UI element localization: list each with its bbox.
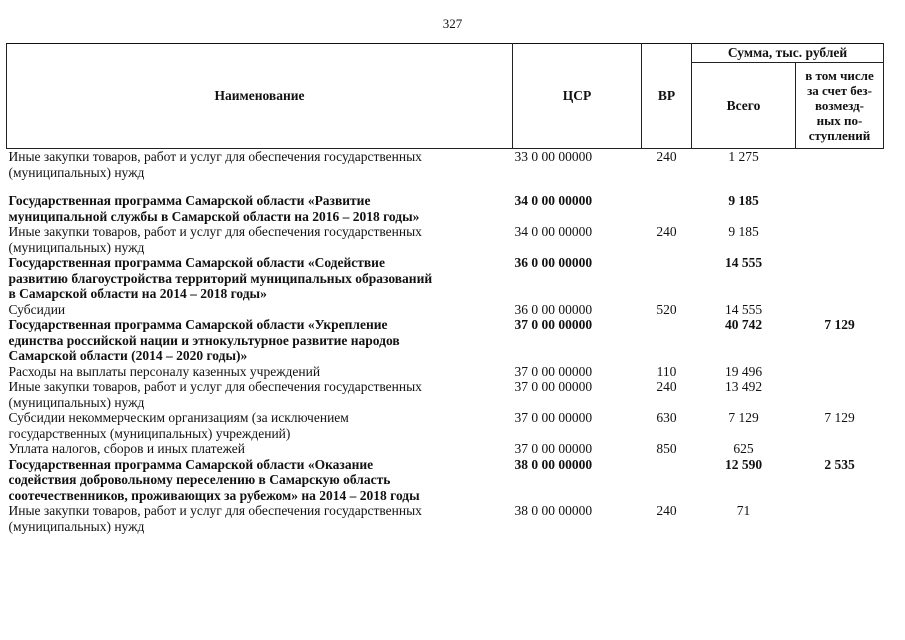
- cell-csr: 36 0 00 00000: [514, 301, 593, 317]
- cell-total: 9 185: [728, 193, 759, 208]
- cell-bezv: [796, 255, 884, 302]
- cell-total: 71: [736, 503, 751, 518]
- table-row: [7, 457, 884, 504]
- cell-bezv: [796, 224, 884, 255]
- cell-csr: 38 0 00 00000: [514, 456, 593, 472]
- header-sum: Сумма, тыс. рублей: [692, 44, 884, 63]
- cell-csr: 34 0 00 00000: [514, 224, 593, 239]
- header-total: Всего: [692, 63, 796, 149]
- header-name: Наименование: [7, 44, 513, 149]
- header-vr: ВР: [642, 44, 692, 149]
- cell-total: 40 742: [724, 317, 763, 332]
- cell-vr: 520: [656, 301, 677, 317]
- cell-name-line: в Самарской области на 2014 – 2018 годы»: [8, 286, 267, 301]
- cell-name-line: содействия добровольному переселению в Самарскую область: [8, 472, 391, 487]
- cell-vr: 850: [656, 441, 677, 456]
- cell-name-line: Государственная программа Самарской области «Оказание: [8, 456, 374, 472]
- cell-vr: 110: [656, 363, 677, 379]
- cell-name-line: Субсидии: [8, 301, 66, 317]
- cell-name-line: Самарской области (2014 – 2020 годы)»: [8, 348, 248, 363]
- cell-csr: 37 0 00 00000: [514, 441, 593, 456]
- cell-name-line: (муниципальных) нужд: [8, 518, 145, 534]
- cell-bezv: [796, 180, 884, 224]
- cell-name-line: развитию благоустройства территорий муниципальных образований: [8, 270, 433, 286]
- cell-name-line: Уплата налогов, сборов и иных платежей: [8, 441, 245, 456]
- cell-bezv: [796, 364, 884, 380]
- cell-total: 1 275: [728, 149, 759, 164]
- cell-total: 14 555: [724, 301, 763, 317]
- cell-name: [7, 503, 513, 534]
- cell-name-line: Субсидии некоммерческим организациям (за исключением: [8, 410, 349, 425]
- cell-name: [7, 255, 513, 302]
- cell-name-line: Иные закупки товаров, работ и услуг для обеспечения государственных: [8, 149, 422, 164]
- cell-total: 9 185: [728, 224, 759, 239]
- cell-total: 12 590: [724, 456, 763, 472]
- cell-csr: 38 0 00 00000: [514, 503, 593, 518]
- cell-bezv: 2 535: [824, 456, 855, 472]
- cell-name: [7, 149, 513, 181]
- cell-vr: 630: [656, 410, 677, 425]
- cell-name: [7, 379, 513, 410]
- cell-name-line: единства российской нации и этнокультурное развитие народов: [8, 332, 400, 348]
- cell-bezv: 7 129: [824, 410, 855, 425]
- cell-vr: [642, 180, 692, 224]
- header-bezv-line: ных по-: [816, 113, 863, 129]
- cell-name-line: муниципальной службы в Самарской области на 2016 – 2018 годы»: [8, 208, 420, 224]
- cell-name: [7, 364, 513, 380]
- cell-bezv: [796, 149, 884, 181]
- page-number: 327: [442, 16, 463, 31]
- cell-csr: 37 0 00 00000: [514, 363, 593, 379]
- cell-bezv: [796, 379, 884, 410]
- header-bezv-line: в том числе: [805, 68, 874, 84]
- cell-name-line: Иные закупки товаров, работ и услуг для обеспечения государственных: [8, 224, 422, 239]
- cell-csr: 34 0 00 00000: [514, 193, 593, 208]
- cell-name-line: (муниципальных) нужд: [8, 394, 145, 410]
- cell-csr: 37 0 00 00000: [514, 317, 593, 332]
- cell-vr: 240: [656, 379, 677, 394]
- cell-name: [7, 441, 513, 457]
- cell-name: [7, 302, 513, 318]
- table-row: [7, 224, 884, 255]
- cell-total: 625: [733, 441, 754, 456]
- table-body: [7, 149, 884, 535]
- cell-total: 19 496: [724, 363, 763, 379]
- header-csr: ЦСР: [513, 44, 642, 149]
- cell-bezv: [796, 441, 884, 457]
- cell-vr: [642, 317, 692, 364]
- cell-total: 7 129: [728, 410, 759, 425]
- cell-name-line: Государственная программа Самарской области «Содействие: [8, 255, 385, 270]
- table-row: [7, 379, 884, 410]
- cell-name: [7, 410, 513, 441]
- budget-table: [6, 43, 884, 534]
- cell-total: 13 492: [724, 379, 763, 394]
- cell-total: 14 555: [724, 255, 763, 270]
- cell-vr: [642, 255, 692, 302]
- cell-name-line: (муниципальных) нужд: [8, 239, 145, 255]
- cell-name: [7, 180, 513, 224]
- cell-name-line: Расходы на выплаты персоналу казенных учреждений: [8, 363, 321, 379]
- cell-name: [7, 224, 513, 255]
- table-row: [7, 410, 884, 441]
- cell-csr: 37 0 00 00000: [514, 410, 593, 425]
- cell-name-line: Иные закупки товаров, работ и услуг для обеспечения государственных: [8, 379, 422, 394]
- cell-csr: 33 0 00 00000: [514, 149, 593, 164]
- header-bezv-line: ступлений: [808, 128, 871, 144]
- cell-name-line: Иные закупки товаров, работ и услуг для обеспечения государственных: [8, 503, 422, 518]
- cell-vr: 240: [656, 149, 677, 164]
- cell-csr: 36 0 00 00000: [514, 255, 593, 270]
- table-row: [7, 364, 884, 380]
- cell-name: [7, 457, 513, 504]
- cell-bezv: [796, 302, 884, 318]
- cell-csr: 37 0 00 00000: [514, 379, 593, 394]
- table-row: [7, 255, 884, 302]
- cell-name-line: соотечественников, проживающих за рубежом» на 2014 – 2018 годы: [8, 487, 420, 503]
- cell-vr: 240: [656, 503, 677, 518]
- table-row: [7, 149, 884, 181]
- table-header: [7, 44, 884, 149]
- table-row: [7, 441, 884, 457]
- cell-name: [7, 317, 513, 364]
- header-bezv: [796, 63, 884, 149]
- header-bezv-line: за счет без-: [807, 83, 872, 99]
- cell-bezv: [796, 503, 884, 534]
- cell-name-line: (муниципальных) нужд: [8, 164, 145, 180]
- table-row: [7, 317, 884, 364]
- table-row: [7, 503, 884, 534]
- table-row: [7, 180, 884, 224]
- table-row: [7, 302, 884, 318]
- cell-name-line: государственных (муниципальных) учреждений): [8, 425, 291, 441]
- header-bezv-line: возмезд-: [815, 98, 864, 114]
- cell-name-line: Государственная программа Самарской области «Развитие: [8, 193, 371, 208]
- cell-bezv: 7 129: [824, 317, 855, 332]
- cell-vr: [642, 457, 692, 504]
- cell-vr: 240: [656, 224, 677, 239]
- cell-name-line: Государственная программа Самарской области «Укрепление: [8, 317, 388, 332]
